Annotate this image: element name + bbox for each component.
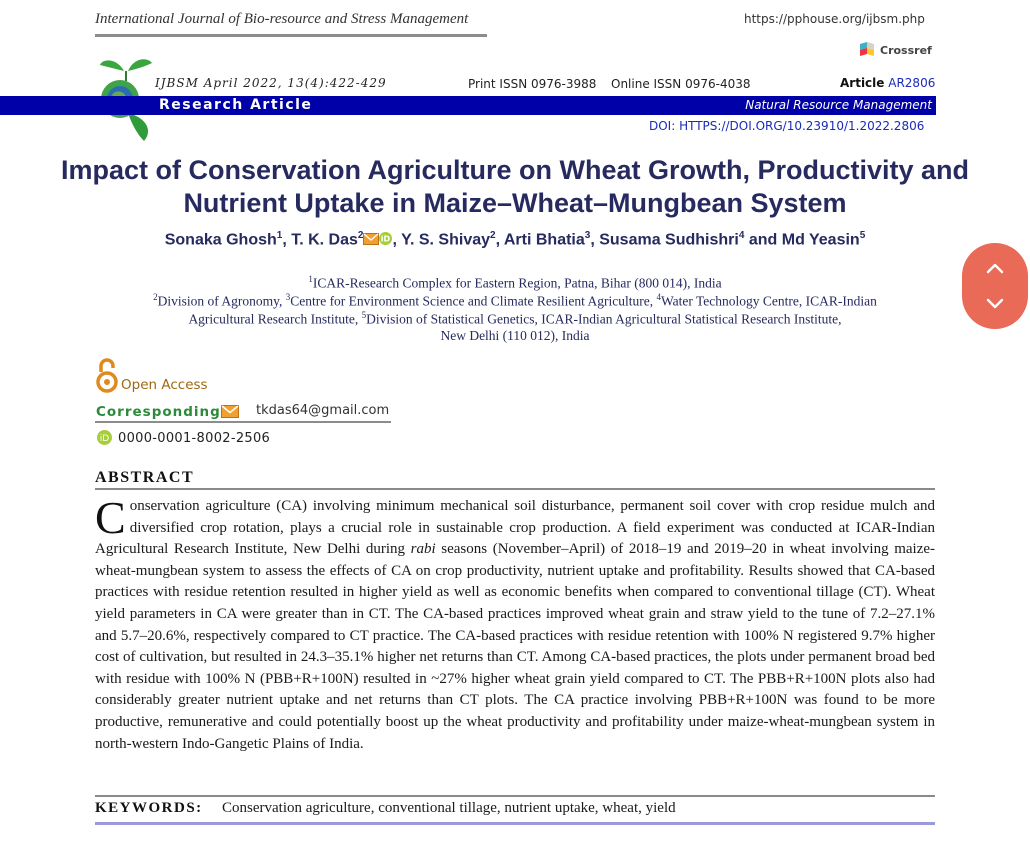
orcid-link[interactable]: 0000-0001-8002-2506 bbox=[118, 431, 271, 446]
affil-sup: 3 bbox=[285, 292, 291, 302]
affil-text: New Delhi (110 012), India bbox=[440, 328, 590, 343]
affil-text: Centre for Environment Science and Climate Resilient Agriculture, bbox=[290, 293, 657, 309]
keywords-rule-top bbox=[95, 795, 935, 797]
affil-sup: 1 bbox=[308, 274, 313, 284]
chevron-down-icon bbox=[983, 291, 1007, 315]
author-sep: , bbox=[392, 231, 402, 249]
affil-text: Agricultural Research Institute, bbox=[188, 311, 362, 327]
scroll-nav bbox=[962, 243, 1028, 329]
affil-sup: 4 bbox=[656, 292, 661, 302]
keywords-text: Conservation agriculture, conventional tillage, nutrient uptake, wheat, yield bbox=[222, 800, 676, 816]
article-label: Article bbox=[840, 76, 885, 90]
online-issn: Online ISSN 0976-4038 bbox=[611, 77, 751, 91]
affiliation-3 bbox=[60, 307, 970, 328]
article-id: AR2806 bbox=[888, 76, 936, 90]
abstract-body bbox=[95, 492, 935, 755]
author-sup: 2 bbox=[490, 230, 496, 241]
chevron-up-icon bbox=[983, 257, 1007, 281]
article-number bbox=[840, 76, 935, 90]
corresponding-email-link[interactable]: tkdas64@gmail.com bbox=[256, 403, 390, 418]
orcid-icon bbox=[97, 430, 112, 450]
svg-text:iD: iD bbox=[381, 234, 391, 244]
abstract-dropcap: C bbox=[95, 492, 126, 543]
print-issn: Print ISSN 0976-3988 bbox=[468, 77, 597, 91]
author-name[interactable]: Sonaka Ghosh bbox=[164, 231, 277, 249]
doi-link[interactable]: DOI: HTTPS://DOI.ORG/10.23910/1.2022.2806 bbox=[649, 119, 925, 133]
author-name[interactable]: Md Yeasin bbox=[781, 231, 860, 249]
journal-name-rule bbox=[95, 34, 487, 37]
author-sup: 2 bbox=[357, 230, 364, 241]
abstract-text-1: onservation agriculture (CA) involving minimum mechanical soil disturbance, permanent soil cover with crop residue mulch and diversified crop rotation, plays a crucial role in sustainable crop production. A field experiment was conducted at ICAR-Indian Agricultural Research Institute, New Delhi during bbox=[95, 498, 935, 558]
affil-sup: 2 bbox=[153, 292, 158, 302]
author-list bbox=[60, 230, 970, 250]
author-sep: , bbox=[495, 231, 504, 249]
abstract-italic: rabi bbox=[410, 541, 436, 558]
journal-url-link[interactable]: https://pphouse.org/ijbsm.php bbox=[744, 12, 925, 26]
mail-icon[interactable] bbox=[363, 232, 379, 250]
affil-text: Water Technology Centre, ICAR-Indian bbox=[660, 293, 877, 309]
abstract-heading: ABSTRACT bbox=[95, 469, 195, 486]
author-name[interactable]: Susama Sudhishri bbox=[599, 231, 739, 249]
author-and: and bbox=[744, 231, 782, 249]
author-sup: 3 bbox=[584, 230, 591, 241]
corresponding-rule bbox=[95, 421, 391, 423]
affil-text: ICAR-Research Complex for Eastern Region, Patna, Bihar (800 014), India bbox=[312, 275, 722, 291]
scroll-down-button[interactable] bbox=[983, 291, 1007, 320]
author-sup: 4 bbox=[738, 230, 745, 241]
crossref-icon bbox=[858, 41, 876, 59]
title-line-1: Impact of Conservation Agriculture on Wheat Growth, Productivity and bbox=[60, 155, 970, 185]
affiliation-4 bbox=[60, 327, 970, 344]
orcid-icon[interactable] bbox=[379, 232, 392, 250]
author-sup: 1 bbox=[276, 230, 283, 241]
issue-line: IJBSM April 2022, 13(4):422-429 bbox=[155, 76, 387, 90]
scroll-up-button[interactable] bbox=[983, 257, 1007, 286]
corresponding-label: Corresponding bbox=[96, 404, 221, 420]
affil-sup: 5 bbox=[361, 310, 367, 320]
author-name[interactable]: Y. S. Shivay bbox=[401, 231, 491, 249]
crossref-label: Crossref bbox=[880, 43, 932, 57]
abstract-text-2: seasons (November–April) of 2018–19 and 2019–20 in wheat involving maize-wheat-mungbean system to assess the effects of CA on crop productivity, nutrient uptake and profitability. Results showed that CA-based practices with residue retention resulted in higher yield as well as economic benefits when compared to conventional tillage (CT). Wheat yield parameters in CA were greater than in CT. The CA-based practices improved wheat grain and straw yield to the tune of 7.2–27.1% and 5.7–20.6%, respectively compared to CT practice. The CA-based practices with residue retention with 100% N registered 9.7% higher cost of cultivation, but resulted in 24.3–35.1% higher net returns than CT. Among CA-based practices, the plots under permanent broad bed with residue with 100% N (PBB+R+100N) resulted in ~27% higher wheat grain yield compared to CT. The PBB+R+100N plots also had considerably greater nutrient uptake and net returns than CT plots. The CA practice involving PBB+R+100N was found to be more productive, remunerative and could potentially boost up the wheat productivity and profitability under maize-wheat-mungbean system in north-western Indo-Gangetic Plains of India. bbox=[95, 541, 935, 752]
paper-title bbox=[60, 154, 970, 220]
author-sup: 5 bbox=[859, 230, 866, 241]
crossref-badge[interactable] bbox=[858, 41, 932, 59]
journal-name: International Journal of Bio-resource and Stress Management bbox=[95, 11, 469, 27]
affil-text: Division of Agronomy, bbox=[157, 293, 286, 309]
author-name[interactable]: T. K. Das bbox=[291, 231, 358, 249]
author-sep: , bbox=[282, 231, 292, 249]
keywords-label: KEYWORDS: bbox=[95, 800, 203, 816]
keywords-rule-bottom bbox=[95, 822, 935, 825]
open-access-icon bbox=[96, 358, 118, 399]
category-label: Natural Resource Management bbox=[745, 98, 932, 112]
section-label: Research Article bbox=[159, 97, 313, 113]
open-access-label: Open Access bbox=[121, 377, 208, 393]
affil-text: Division of Statistical Genetics, ICAR-Indian Agricultural Statistical Research Institute, bbox=[366, 311, 842, 327]
title-line-2: Nutrient Uptake in Maize–Wheat–Mungbean System bbox=[183, 188, 847, 218]
author-name[interactable]: Arti Bhatia bbox=[503, 231, 585, 249]
abstract-rule bbox=[95, 488, 935, 490]
svg-text:iD: iD bbox=[99, 433, 110, 444]
author-sep: , bbox=[590, 231, 600, 249]
